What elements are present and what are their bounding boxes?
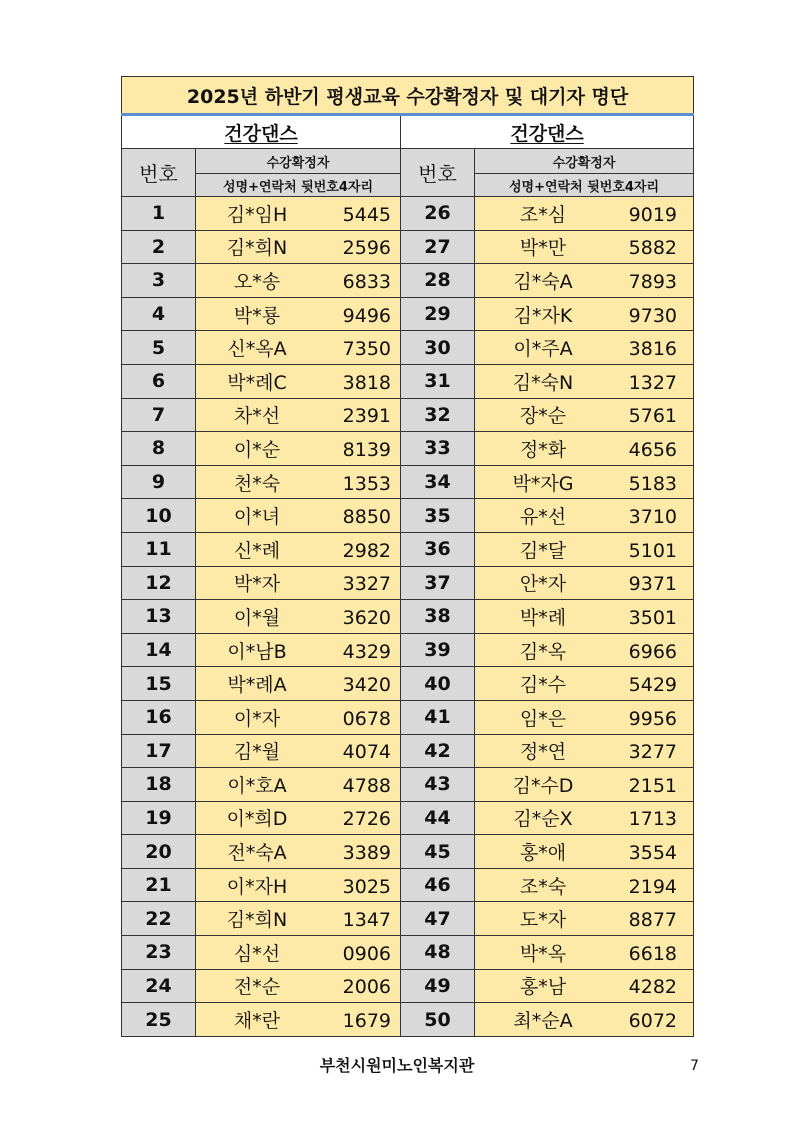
participant-name: 이*주A — [513, 338, 573, 361]
row-number: 30 — [401, 331, 475, 365]
entry-cell — [196, 398, 401, 432]
phone-last-digits: 3389 — [342, 842, 391, 865]
participant-name: 정*화 — [519, 438, 567, 461]
phone-last-digits: 6966 — [628, 640, 678, 663]
participant-name: 안*자 — [519, 573, 567, 596]
entry-cell — [196, 969, 401, 1003]
row-number: 18 — [122, 768, 196, 802]
table-row — [122, 936, 694, 970]
phone-last-digits: 5445 — [342, 203, 391, 226]
title-row — [122, 77, 694, 115]
phone-last-digits: 2194 — [628, 875, 678, 898]
participant-name: 이*호A — [227, 774, 287, 797]
phone-last-digits: 5882 — [628, 237, 678, 260]
entry-cell — [196, 700, 401, 734]
row-number: 40 — [401, 667, 475, 701]
table-row — [122, 465, 694, 499]
entry-cell — [196, 633, 401, 667]
entry-cell — [196, 566, 401, 600]
participant-name: 이*자H — [226, 875, 288, 898]
phone-last-digits: 9496 — [342, 304, 391, 327]
row-number: 2 — [122, 230, 196, 264]
row-number: 15 — [122, 667, 196, 701]
participant-name: 박*옥 — [519, 942, 567, 965]
entry-cell — [196, 835, 401, 869]
phone-last-digits: 2596 — [342, 237, 391, 260]
row-number: 20 — [122, 835, 196, 869]
entry-cell — [196, 734, 401, 768]
participant-name: 정*연 — [519, 741, 567, 764]
row-number: 16 — [122, 700, 196, 734]
phone-last-digits: 3620 — [342, 606, 391, 629]
table-row — [122, 1003, 694, 1037]
row-number: 34 — [401, 465, 475, 499]
row-number: 45 — [401, 835, 475, 869]
participant-name: 박*례 — [519, 606, 567, 629]
phone-last-digits: 5183 — [628, 472, 678, 495]
left-number-header: 번호 — [122, 149, 196, 197]
row-number: 13 — [122, 600, 196, 634]
row-number: 11 — [122, 532, 196, 566]
phone-last-digits: 4074 — [342, 741, 391, 764]
phone-last-digits: 1347 — [342, 909, 391, 932]
participant-name: 홍*애 — [519, 842, 567, 865]
participant-name: 이*자 — [233, 707, 281, 730]
participant-name: 최*순A — [513, 1010, 573, 1033]
participant-name: 천*숙 — [233, 472, 281, 495]
table-row — [122, 667, 694, 701]
row-number: 37 — [401, 566, 475, 600]
table-row — [122, 902, 694, 936]
row-number: 9 — [122, 465, 196, 499]
phone-last-digits: 9956 — [628, 707, 678, 730]
row-number: 7 — [122, 398, 196, 432]
row-number: 28 — [401, 264, 475, 298]
entry-cell — [196, 297, 401, 331]
entry-cell — [475, 297, 694, 331]
participant-name: 박*룡 — [233, 304, 281, 327]
participant-name: 박*례C — [227, 371, 287, 394]
row-number: 8 — [122, 432, 196, 466]
entry-cell — [475, 197, 694, 231]
row-number: 26 — [401, 197, 475, 231]
phone-last-digits: 3710 — [628, 506, 678, 529]
participant-name: 김*희N — [226, 237, 288, 260]
participant-name: 장*순 — [519, 405, 567, 428]
entry-cell — [196, 264, 401, 298]
row-number: 32 — [401, 398, 475, 432]
entry-cell — [196, 364, 401, 398]
entry-cell — [475, 532, 694, 566]
phone-last-digits: 9371 — [628, 573, 678, 596]
row-number: 29 — [401, 297, 475, 331]
table-row — [122, 197, 694, 231]
participant-name: 이*월 — [233, 606, 281, 629]
participant-name: 조*심 — [519, 203, 567, 226]
participant-name: 김*옥 — [519, 640, 567, 663]
phone-last-digits: 3025 — [342, 875, 391, 898]
phone-last-digits: 7350 — [342, 338, 391, 361]
row-number: 5 — [122, 331, 196, 365]
phone-last-digits: 0906 — [342, 942, 391, 965]
participant-name: 도*자 — [519, 909, 567, 932]
table-row — [122, 297, 694, 331]
phone-last-digits: 4329 — [342, 640, 391, 663]
participant-name: 오*송 — [233, 270, 281, 293]
phone-last-digits: 9730 — [628, 304, 678, 327]
participant-name: 박*례A — [227, 674, 287, 697]
row-number: 19 — [122, 801, 196, 835]
entry-cell — [196, 197, 401, 231]
phone-last-digits: 2982 — [342, 539, 391, 562]
entry-cell — [196, 331, 401, 365]
table-row — [122, 364, 694, 398]
entry-cell — [475, 700, 694, 734]
row-number: 43 — [401, 768, 475, 802]
footer-organization: 부천시원미노인복지관 — [319, 1056, 475, 1075]
entry-cell — [475, 465, 694, 499]
phone-last-digits: 2151 — [628, 774, 678, 797]
phone-last-digits: 0678 — [342, 707, 391, 730]
table-row — [122, 868, 694, 902]
phone-last-digits: 3327 — [342, 573, 391, 596]
table-row — [122, 969, 694, 1003]
phone-last-digits: 5761 — [628, 405, 678, 428]
phone-last-digits: 8877 — [628, 909, 678, 932]
section-row — [122, 115, 694, 149]
row-number: 25 — [122, 1003, 196, 1037]
phone-last-digits: 4656 — [628, 438, 678, 461]
row-number: 33 — [401, 432, 475, 466]
entry-cell — [196, 1003, 401, 1037]
right-number-header: 번호 — [401, 149, 475, 197]
left-section-title: 건강댄스 — [122, 115, 401, 149]
table-row — [122, 600, 694, 634]
participant-name: 김*수 — [519, 674, 567, 697]
row-number: 47 — [401, 902, 475, 936]
row-number: 42 — [401, 734, 475, 768]
entry-cell — [475, 835, 694, 869]
phone-last-digits: 8139 — [342, 438, 391, 461]
entry-cell — [196, 230, 401, 264]
entry-cell — [196, 868, 401, 902]
participant-name: 박*자 — [233, 573, 281, 596]
phone-last-digits: 2006 — [342, 976, 391, 999]
participant-name: 전*숙A — [227, 842, 287, 865]
phone-last-digits: 3818 — [342, 371, 391, 394]
participant-name: 유*선 — [519, 506, 567, 529]
right-confirmed-header: 수강확정자 — [475, 149, 694, 174]
row-number: 27 — [401, 230, 475, 264]
participant-name: 심*선 — [233, 942, 281, 965]
participant-name: 신*례 — [233, 539, 281, 562]
entry-cell — [475, 633, 694, 667]
row-number: 38 — [401, 600, 475, 634]
row-number: 14 — [122, 633, 196, 667]
row-number: 10 — [122, 499, 196, 533]
row-number: 39 — [401, 633, 475, 667]
right-section-title: 건강댄스 — [401, 115, 694, 149]
entry-cell — [475, 566, 694, 600]
phone-last-digits: 2391 — [342, 405, 391, 428]
row-number: 49 — [401, 969, 475, 1003]
row-number: 23 — [122, 936, 196, 970]
phone-last-digits: 9019 — [628, 203, 678, 226]
entry-cell — [475, 902, 694, 936]
entry-cell — [196, 532, 401, 566]
row-number: 46 — [401, 868, 475, 902]
entry-cell — [475, 969, 694, 1003]
document-title: 2025년 하반기 평생교육 수강확정자 및 대기자 명단 — [122, 77, 694, 115]
row-number: 41 — [401, 700, 475, 734]
entry-cell — [475, 936, 694, 970]
table-row — [122, 432, 694, 466]
table-row — [122, 331, 694, 365]
phone-last-digits: 3420 — [342, 674, 391, 697]
entry-cell — [475, 868, 694, 902]
phone-last-digits: 6833 — [342, 270, 391, 293]
phone-last-digits: 1713 — [628, 808, 678, 831]
entry-cell — [475, 1003, 694, 1037]
participant-name: 이*남B — [227, 640, 287, 663]
entry-cell — [475, 768, 694, 802]
roster-table — [121, 76, 694, 1037]
phone-last-digits: 3277 — [628, 741, 678, 764]
participant-name: 이*희D — [226, 808, 288, 831]
phone-last-digits: 3554 — [628, 842, 678, 865]
entry-cell — [475, 230, 694, 264]
table-row — [122, 700, 694, 734]
entry-cell — [475, 667, 694, 701]
row-number: 50 — [401, 1003, 475, 1037]
table-row — [122, 734, 694, 768]
row-number: 22 — [122, 902, 196, 936]
row-number: 35 — [401, 499, 475, 533]
participant-name: 김*순X — [513, 808, 573, 831]
participant-name: 김*자K — [513, 304, 573, 327]
participant-name: 신*옥A — [227, 338, 287, 361]
entry-cell — [475, 600, 694, 634]
entry-cell — [475, 432, 694, 466]
right-sub-header: 성명+연락처 뒷번호4자리 — [475, 174, 694, 197]
phone-last-digits: 7893 — [628, 270, 678, 293]
row-number: 44 — [401, 801, 475, 835]
row-number: 4 — [122, 297, 196, 331]
participant-name: 차*선 — [233, 405, 281, 428]
participant-name: 홍*남 — [519, 976, 567, 999]
participant-name: 박*만 — [519, 237, 567, 260]
participant-name: 김*월 — [233, 741, 281, 764]
entry-cell — [196, 902, 401, 936]
entry-cell — [475, 398, 694, 432]
row-number: 12 — [122, 566, 196, 600]
entry-cell — [475, 499, 694, 533]
participant-name: 전*순 — [233, 976, 281, 999]
entry-cell — [196, 667, 401, 701]
row-number: 24 — [122, 969, 196, 1003]
participant-name: 이*순 — [233, 438, 281, 461]
entry-cell — [475, 364, 694, 398]
entry-cell — [475, 734, 694, 768]
table-row — [122, 230, 694, 264]
table-row — [122, 532, 694, 566]
phone-last-digits: 4788 — [342, 774, 391, 797]
participant-name: 김*숙A — [513, 270, 573, 293]
phone-last-digits: 6072 — [628, 1010, 678, 1033]
participant-name: 조*숙 — [519, 875, 567, 898]
entry-cell — [196, 465, 401, 499]
row-number: 21 — [122, 868, 196, 902]
entry-cell — [475, 264, 694, 298]
table-row — [122, 264, 694, 298]
phone-last-digits: 3501 — [628, 606, 678, 629]
phone-last-digits: 5101 — [628, 539, 678, 562]
phone-last-digits: 1679 — [342, 1010, 391, 1033]
entry-cell — [196, 936, 401, 970]
participant-name: 임*은 — [519, 707, 567, 730]
table-row — [122, 499, 694, 533]
table-row — [122, 835, 694, 869]
participant-name: 이*녀 — [233, 506, 281, 529]
table-row — [122, 801, 694, 835]
participant-name: 박*자G — [512, 472, 574, 495]
left-sub-header: 성명+연락처 뒷번호4자리 — [196, 174, 401, 197]
row-number: 36 — [401, 532, 475, 566]
entry-cell — [196, 499, 401, 533]
page-number: 7 — [690, 1058, 699, 1074]
row-number: 3 — [122, 264, 196, 298]
left-confirmed-header: 수강확정자 — [196, 149, 401, 174]
row-number: 6 — [122, 364, 196, 398]
entry-cell — [196, 801, 401, 835]
entry-cell — [196, 600, 401, 634]
entry-cell — [475, 331, 694, 365]
participant-name: 김*희N — [226, 909, 288, 932]
row-number: 1 — [122, 197, 196, 231]
phone-last-digits: 1327 — [628, 371, 678, 394]
row-number: 48 — [401, 936, 475, 970]
phone-last-digits: 3816 — [628, 338, 678, 361]
phone-last-digits: 5429 — [628, 674, 678, 697]
header-row-1 — [122, 149, 694, 174]
table-row — [122, 398, 694, 432]
row-number: 31 — [401, 364, 475, 398]
participant-name: 김*숙N — [512, 371, 574, 394]
phone-last-digits: 2726 — [342, 808, 391, 831]
table-row — [122, 633, 694, 667]
phone-last-digits: 8850 — [342, 506, 391, 529]
entry-cell — [475, 801, 694, 835]
table-row — [122, 566, 694, 600]
phone-last-digits: 1353 — [342, 472, 391, 495]
phone-last-digits: 4282 — [628, 976, 678, 999]
row-number: 17 — [122, 734, 196, 768]
participant-name: 채*란 — [233, 1010, 281, 1033]
participant-name: 김*임H — [226, 203, 288, 226]
phone-last-digits: 6618 — [628, 942, 678, 965]
entry-cell — [196, 432, 401, 466]
entry-cell — [196, 768, 401, 802]
participant-name: 김*수D — [512, 774, 574, 797]
participant-name: 김*달 — [519, 539, 567, 562]
table-row — [122, 768, 694, 802]
